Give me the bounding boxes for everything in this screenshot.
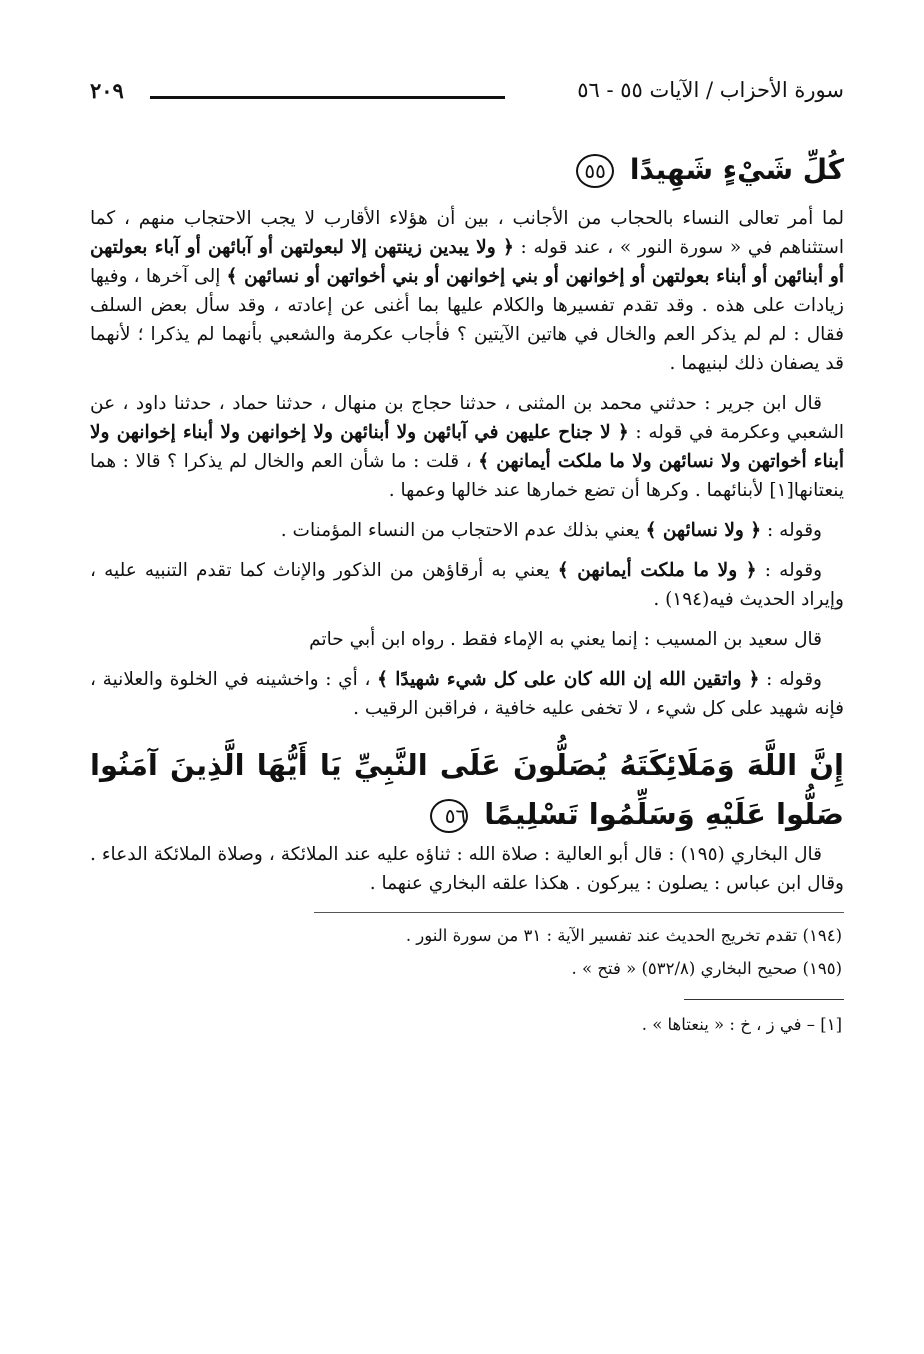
- quran-quote: ﴿ لا جناح عليهن في آبائهن ولا أبنائهن ولا إخوانهن ولا أبناء إخوانهن ولا أبناء أخواتهن ولا نسائهن ولا ما ملكت أيمانهن ﴾: [90, 422, 844, 472]
- note-194: (١٩٤) تقدم تخريج الحديث عند تفسير الآية : ٣١ من سورة النور .: [405, 925, 842, 945]
- header-rule: [150, 96, 505, 99]
- quran-quote: ﴿ ولا نسائهن ﴾: [645, 520, 762, 541]
- paragraph-ibn-jarir-text: قال ابن جرير : حدثني محمد بن المثنى ، حدثنا حجاج بن منهال ، حدثنا حماد ، حدثنا داود ، عن الشعبي وعكرمة في قوله :: [90, 393, 844, 443]
- paragraph-intro: [90, 204, 844, 378]
- paragraph-nisaihinna: [90, 516, 844, 545]
- paragraph-text: يعني بذلك عدم الاحتجاب من النساء المؤمنات .: [280, 520, 646, 541]
- quran-quote: ﴿ ولا يبدين زينتهن إلا لبعولتهن أو آبائهن أو آباء بعولتهن أو أبنائهن أو أبناء بعولتهن أو إخوانهن أو بني إخوانهن أو بني أخواتهن أو نسائهن ﴾: [90, 237, 844, 287]
- paragraph-ibn-jarir: [90, 389, 844, 505]
- quran-quote: ﴿ ولا ما ملكت أيمانهن ﴾: [557, 560, 757, 581]
- paragraph-text: قال سعيد بن المسيب : إنما يعني به الإماء فقط . رواه ابن أبي حاتم: [309, 629, 822, 650]
- footnote-1: [١] – في ز ، خ : « ينعتاها » .: [641, 1014, 842, 1034]
- paragraph-ibn-musayyib: [90, 625, 844, 654]
- hadith-notes: [314, 912, 844, 985]
- quran-quote: ﴿ واتقين الله إن الله كان على كل شيء شهيدًا ﴾: [377, 669, 760, 690]
- verse-55-number-marker: ٥٥: [576, 154, 614, 188]
- page-number: ٢٠٩: [90, 78, 124, 103]
- verse-55-text: كُلِّ شَيْءٍ شَهِيدًا: [629, 153, 844, 186]
- verse-56-number-marker: ٥٦: [430, 799, 468, 833]
- paragraph-lead: وقوله :: [761, 520, 822, 541]
- paragraph-ittaqina: [90, 665, 844, 723]
- running-title: سورة الأحزاب / الآيات ٥٥ - ٥٦: [577, 78, 844, 102]
- paragraph-intro-text: لما أمر تعالى النساء بالحجاب من الأجانب ، بين أن هؤلاء الأقارب لا يجب الاحتجاب منهم ، كما استثناهم في « سورة النور » ، عند قوله :: [90, 208, 845, 258]
- paragraph-bukhari: [90, 840, 844, 898]
- paragraph-aymanuhunna: [90, 556, 844, 614]
- page-header: [90, 70, 844, 110]
- paragraph-ibn-jarir-text-continued: ، قلت : ما شأن العم والخال لم يذكرا ؟ قالا : هما ينعتانها[١] لأبنائهما . وكرها أن تضع خمارها عند خالها وعمها .: [90, 451, 844, 501]
- verse-56-text: إِنَّ اللَّهَ وَمَلَائِكَتَهُ يُصَلُّونَ عَلَى النَّبِيِّ يَا أَيُّهَا الَّذِينَ آمَنُوا صَلُّوا عَلَيْهِ وَسَلِّمُوا تَسْلِيمًا: [90, 748, 844, 832]
- book-page: [90, 70, 844, 1354]
- verse-55: [90, 146, 844, 198]
- paragraph-text: ، أي : واخشينه في الخلوة والعلانية ، فإنه شهيد على كل شيء ، لا تخفى عليه خافية ، فراقبن الرقيب .: [90, 669, 844, 719]
- paragraph-text: قال البخاري (١٩٥) : قال أبو العالية : صلاة الله : ثناؤه عليه عند الملائكة ، وصلاة الملائكة الدعاء . وقال ابن عباس : يصلون : يبركون . هكذا علقه البخاري عنهما .: [90, 843, 844, 894]
- paragraph-lead: وقوله :: [759, 669, 822, 690]
- note-195: (١٩٥) صحيح البخاري (٥٣٢/٨) « فتح » .: [571, 958, 842, 978]
- paragraph-text: يعني به أرقاؤهن من الذكور والإناث كما تقدم التنبيه عليه ، وإيراد الحديث فيه(١٩٤) .: [90, 560, 844, 610]
- verse-56: [90, 741, 844, 840]
- paragraph-lead: وقوله :: [756, 560, 823, 581]
- footnote-divider: [684, 999, 844, 1000]
- paragraph-intro-text-continued: إلى آخرها ، وفيها زيادات على هذه . وقد تقدم تفسيرها والكلام عليها بما أغنى عن إعادته ، وقد سأل بعض السلف فقال : لم لم يذكر العم والخال في هاتين الآيتين ؟ فأجاب عكرمة والشعبي بأنهما لم يذكرا ؛ لأنهما قد يصفان ذلك لبنيهما .: [90, 266, 844, 374]
